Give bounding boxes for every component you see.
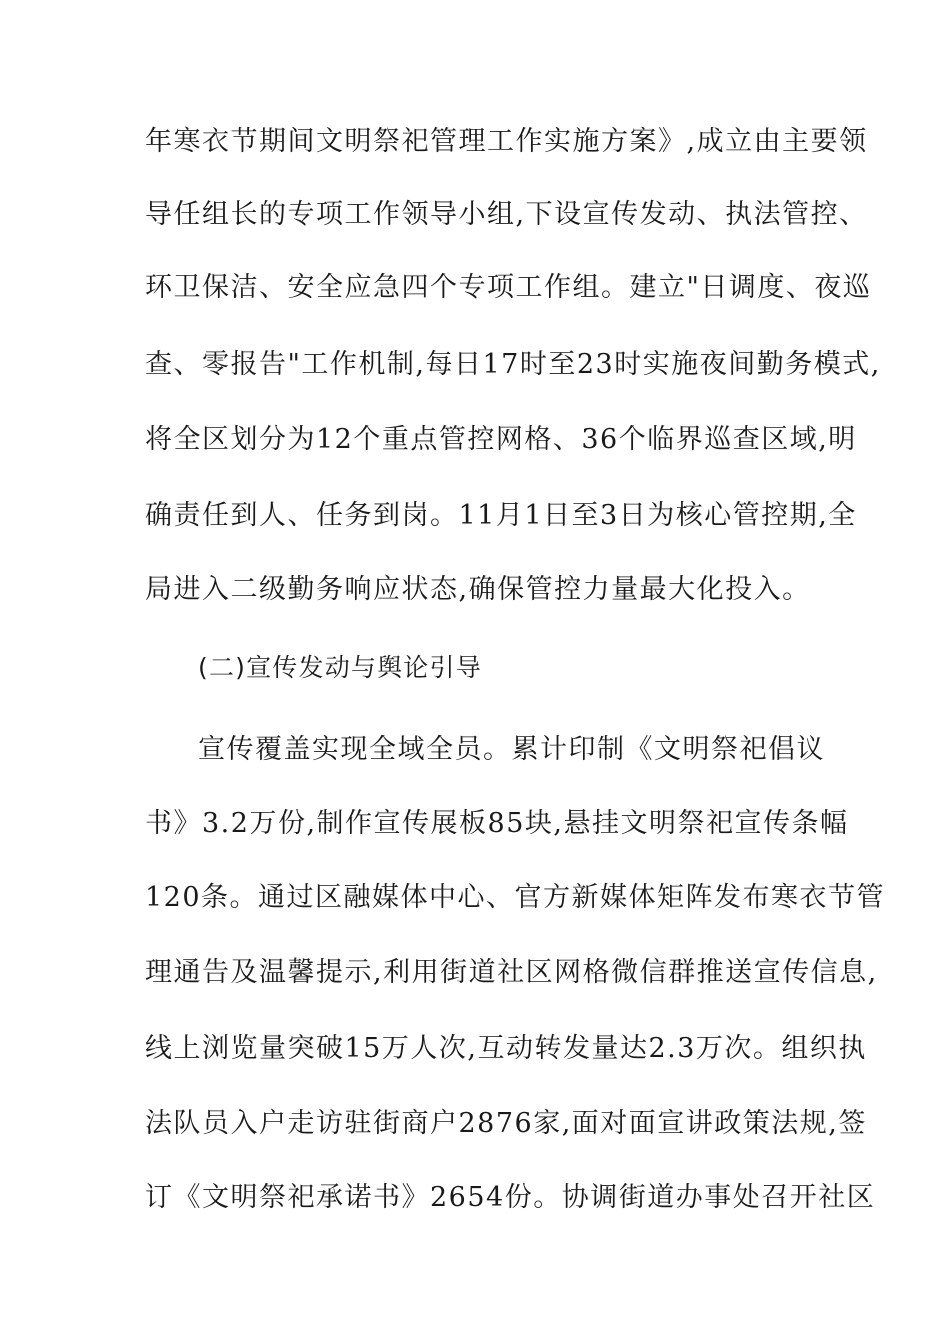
paragraph-line: 线上浏览量突破15万人次,互动转发量达2.3万次。组织执 [145, 1033, 867, 1064]
section-heading: (二)宣传发动与舆论引导 [198, 653, 482, 682]
paragraph-line: 书》3.2万份,制作宣传展板85块,悬挂文明祭祀宣传条幅 [145, 808, 849, 839]
paragraph-line: 环卫保洁、安全应急四个专项工作组。建立"日调度、夜巡 [145, 272, 872, 303]
paragraph-line: 局进入二级勤务响应状态,确保管控力量最大化投入。 [145, 574, 811, 605]
paragraph-line: 法队员入户走访驻街商户2876家,面对面宣讲政策法规,签 [145, 1108, 867, 1139]
paragraph-line: 理通告及温馨提示,利用街道社区网格微信群推送宣传信息, [145, 957, 878, 988]
paragraph-line: 120条。通过区融媒体中心、官方新媒体矩阵发布寒衣节管 [145, 882, 886, 913]
paragraph-line: 年寒衣节期间文明祭祀管理工作实施方案》,成立由主要领 [145, 126, 868, 157]
paragraph-line: 查、零报告"工作机制,每日17时至23时实施夜间勤务模式, [145, 349, 881, 380]
paragraph-line: 将全区划分为12个重点管控网格、36个临界巡查区域,明 [145, 424, 857, 455]
paragraph-line: 宣传覆盖实现全域全员。累计印制《文明祭祀倡议 [198, 734, 825, 765]
paragraph-line: 确责任到人、任务到岗。11月1日至3日为核心管控期,全 [145, 500, 857, 531]
paragraph-line: 导任组长的专项工作领导小组,下设宣传发动、执法管控、 [145, 199, 868, 230]
paragraph-line: 订《文明祭祀承诺书》2654份。协调街道办事处召开社区 [145, 1182, 876, 1213]
